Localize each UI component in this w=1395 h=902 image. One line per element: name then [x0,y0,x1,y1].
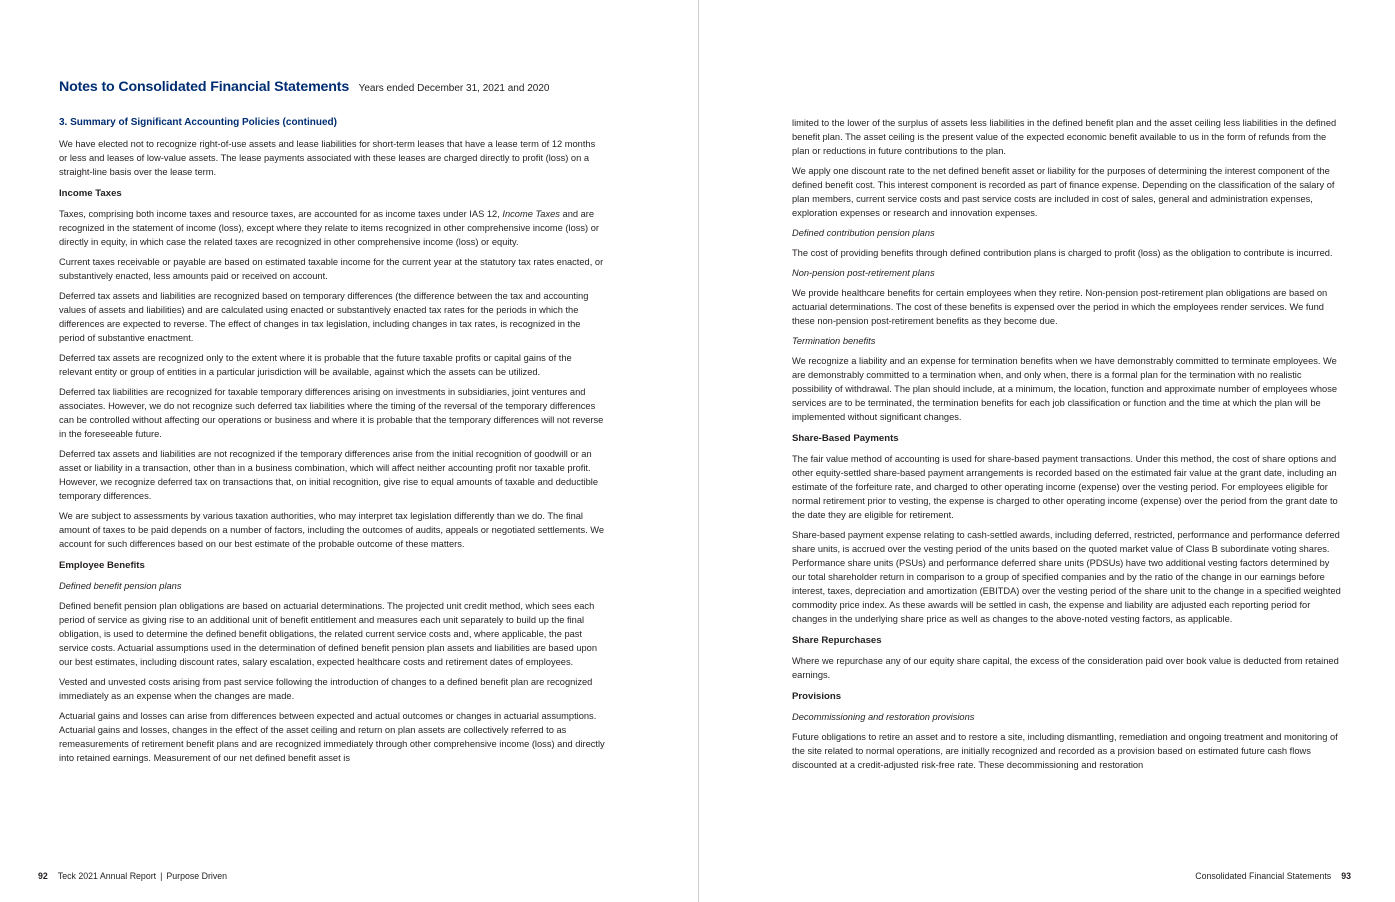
footer-separator: | [160,871,163,881]
leases-paragraph: We have elected not to recognize right-of-use assets and lease liabilities for short-term leases that have a lease term of 12 months or less and leases of low-value assets. The lease payments associated with these leases are charged directly to profit (loss) on a straight-line basis over the lease term. [59,139,596,177]
footer-left [38,871,227,881]
heading-employee-benefits: Employee Benefits [59,560,145,571]
income-taxes-paragraph-2: Current taxes receivable or payable are based on estimated taxable income for the current year at the statutory tax rates enacted, or substantively enacted, less amounts paid or received on account. [59,257,604,281]
income-taxes-paragraph-4: Deferred tax assets are recognized only to the extent where it is probable that the future taxable profits or capital gains of the relevant entity or group of entities in a particular jurisdiction will be available, against which the assets can be utilized. [59,353,572,377]
income-taxes-paragraph-6: Deferred tax assets and liabilities are not recognized if the temporary differences arise from the initial recognition of goodwill or an asset or liability in a transaction, other than in a business combination, which will affect neither accounting profit nor taxable profit. However, we recognize deferred tax on transactions that, on initial recognition, give rise to equal amounts of taxable and deductible temporary differences. [59,449,599,501]
defined-benefit-paragraph-3: Actuarial gains and losses can arise from differences between expected and actual outcomes or changes in actuarial assumptions. Actuarial gains and losses, changes in the effect of the asset ceiling and return on plan assets are collectively referred to as remeasurements of retirement benefit plans and are recognized immediately through other comprehensive income (loss) and directly into retained earnings. Measurement of our net defined benefit asset is [59,711,605,763]
defined-contribution-paragraph: The cost of providing benefits through defined contribution plans is charged to profit (loss) as the obligation to contribute is incurred. [792,248,1333,258]
heading-income-taxes: Income Taxes [59,188,122,199]
defined-benefit-paragraph-1: Defined benefit pension plan obligations are based on actuarial determinations. The projected unit credit method, which sees each period of service as giving rise to an additional unit of benefit entitlement and measures each unit separately to build up the final obligation, is used to determine the defined benefit obligations, the related current service costs and, where applicable, the past service costs. Actuarial assumptions used in the determination of defined benefit pension plan assets and liabilities are based upon our best estimates, including discount rates, salary escalation, expected healthcare costs and retirement dates of employees. [59,601,597,667]
income-taxes-paragraph-1 [59,207,606,249]
page-number-left: 92 [38,871,48,881]
heading-provisions: Provisions [792,691,842,702]
footer-report-name: Teck 2021 Annual Report [57,871,157,881]
left-column [59,116,606,771]
page-number-right: 93 [1341,871,1351,881]
income-taxes-paragraph-3: Deferred tax assets and liabilities are recognized based on temporary differences (the difference between the tax and accounting values of assets and liabilities) and are calculated using enacted or substantively enacted tax rates for the periods in which the differences are expected to reverse. The effect of changes in tax legislation, including changes in tax rates, is recognized in the period of substantive enactment. [59,291,589,343]
footer-right [1195,871,1351,881]
subheading-defined-benefit: Defined benefit pension plans [59,581,182,591]
continued-paragraph: limited to the lower of the surplus of assets less liabilities in the defined benefit plan and the asset ceiling less liabilities in the defined benefit plan. The asset ceiling is the present value of the expected economic benefit available to us in the form of refunds from the plan or reductions in future contributions to the plan. [792,118,1337,156]
footer-tagline: Purpose Driven [166,871,228,881]
subheading-termination: Termination benefits [792,336,876,346]
page-header [59,78,549,96]
subheading-defined-contribution: Defined contribution pension plans [792,228,935,238]
page-title: Notes to Consolidated Financial Statements [59,79,350,95]
heading-share-repurchases: Share Repurchases [792,635,882,646]
termination-paragraph: We recognize a liability and an expense for termination benefits when we have demonstrably committed to terminate employees. We are demonstrably committed to a termination when, and only when, there is a formal plan for the termination with no realistic possibility of withdrawal. The plan should include, at a minimum, the location, function and approximate number of employees whose services are to be terminated, the termination benefits for each job classification or function and the time at which the plan will be implemented without significant changes. [792,356,1338,422]
income-taxes-paragraph-7: We are subject to assessments by various taxation authorities, who may interpret tax legislation differently than we do. The final amount of taxes to be paid depends on a number of factors, including the outcomes of audits, appeals or negotiated settlements. We account for such differences based on our best estimate of the probable outcome of these matters. [59,511,605,549]
share-based-paragraph-2: Share-based payment expense relating to cash-settled awards, including deferred, restricted, performance and performance deferred share units, is accrued over the vesting period of the units based on the quoted market value of Class B subordinate voting shares. Performance share units (PSUs) and performance deferred share units (PDSUs) have two additional vesting factors determined by our total shareholder return in comparison to a group of specified companies and by the ratio of the change in our earnings before interest, taxes, depreciation and amortization (EBITDA) over the vesting period of the share unit to the change in a specified weighted commodity price index. As these awards will be settled in cash, the expense and liability are adjusted each reporting period for changes in the underlying share price as well as changes to the above-noted vesting factors, as applicable. [792,530,1341,624]
page-subtitle: Years ended December 31, 2021 and 2020 [358,83,550,94]
non-pension-paragraph: We provide healthcare benefits for certain employees when they retire. Non-pension post-retirement plan obligations are based on actuarial determinations. The cost of these benefits is expensed over the period in which the employees render services. We fund these non-pension post-retirement benefits as they become due. [792,288,1328,326]
subheading-non-pension: Non-pension post-retirement plans [792,268,935,278]
section-title: 3. Summary of Significant Accounting Policies (continued) [59,117,337,128]
right-column [792,116,1341,778]
footer-section-name: Consolidated Financial Statements [1195,871,1332,881]
decommissioning-paragraph: Future obligations to retire an asset and to restore a site, including dismantling, remediation and ongoing treatment and monitoring of the site related to normal operations, are initially recognized and recorded as a provision based on estimated future cash flows discounted at a credit-adjusted risk-free rate. These decommissioning and restoration [792,732,1338,770]
page-right [699,0,1395,902]
share-based-paragraph-1: The fair value method of accounting is used for share-based payment transactions. Under this method, the cost of share options and other equity-settled share-based payment arrangements is recorded based on the estimated fair value at the grant date, including an estimate of the forfeiture rate, and charged to other operating income (expense) over the vesting period. For employees eligible for normal retirement prior to vesting, the expense is charged to other operating income (expense) over the period from the grant date to the date they are eligible for retirement. [792,454,1338,520]
share-repurchases-paragraph: Where we repurchase any of our equity share capital, the excess of the consideration paid over book value is deducted from retained earnings. [792,656,1339,680]
defined-benefit-paragraph-2: Vested and unvested costs arising from past service following the introduction of changes to a defined benefit plan are recognized immediately as an expense when the changes are made. [59,677,593,701]
heading-share-based-payments: Share-Based Payments [792,433,899,444]
income-taxes-paragraph-5: Deferred tax liabilities are recognized for taxable temporary differences arising on investments in subsidiaries, joint ventures and associates. However, we do not recognize such deferred tax liabilities where the timing of the reversal of the temporary differences can be controlled without affecting our operations or business and where it is probable that the temporary differences will not reverse in the foreseeable future. [59,387,604,439]
text-segment: Taxes, comprising both income taxes and resource taxes, are accounted for as income taxes under IAS 12, [59,209,503,219]
text-segment: and are recognized in the statement of income (loss), except where they relate to items recognized in other comprehensive income (loss) or directly in equity, in which case the related taxes are recognized in other comprehensive income (loss) or equity. [59,209,599,247]
discount-rate-paragraph: We apply one discount rate to the net defined benefit asset or liability for the purposes of determining the interest component of the defined benefit cost. This interest component is recorded as part of finance expense. Depending on the classification of the salary of plan members, current service costs and past service costs are included in cost of sales, general and administration expenses, exploration expenses or research and innovation expenses. [792,166,1335,218]
italic-term: Income Taxes [502,209,560,219]
subheading-decommissioning: Decommissioning and restoration provisions [792,712,975,722]
